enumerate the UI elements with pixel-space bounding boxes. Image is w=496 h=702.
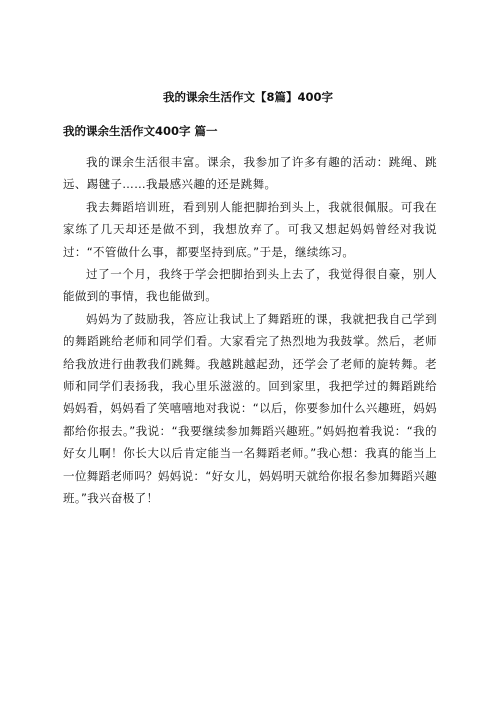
paragraph-2: 我去舞蹈培训班，看到别人能把脚抬到头上，我就很佩服。可我在家练了几天却还是做不到，我想放弃了。可我又想起妈妈曾经对我说过：“不管做什么事，都要坚持到底。”于是，继续练习。: [63, 199, 437, 259]
document-title: 我的课余生活作文【8篇】400字: [162, 90, 333, 104]
paragraph-1: 我的课余生活很丰富。课余，我参加了许多有趣的活动：跳绳、跳远、踢毽子……我最感兴趣的还是跳舞。: [63, 155, 437, 192]
article-body: [63, 151, 437, 510]
paragraph-3: 过了一个月，我终于学会把脚抬到头上去了，我觉得很自豪，别人能做到的事情，我也能做到。: [63, 267, 437, 304]
section-title: 我的课余生活作文400字 篇一: [63, 124, 218, 138]
paragraph-4: 妈妈为了鼓励我，答应让我试上了舞蹈班的课，我就把我自己学到的舞蹈跳给老师和同学们看。大家看完了热烈地为我鼓掌。然后，老师给我放进行曲教我们跳舞。我越跳越起劲，还学会了老师的旋转舞。老师和同学们表扬我，我心里乐滋滋的。回到家里，我把学过的舞蹈跳给妈妈看，妈妈看了笑嘻嘻地对我说：“以后，你要参加什么兴趣班，妈妈都给你报去。”我说：“我要继续参加舞蹈兴趣班。”妈妈抱着我说：“我的好女儿啊！你长大以后肯定能当一名舞蹈老师。”我心想：我真的能当上一位舞蹈老师吗？妈妈说：“好女儿，妈妈明天就给你报名参加舞蹈兴趣班。”我兴奋极了！: [63, 311, 437, 506]
